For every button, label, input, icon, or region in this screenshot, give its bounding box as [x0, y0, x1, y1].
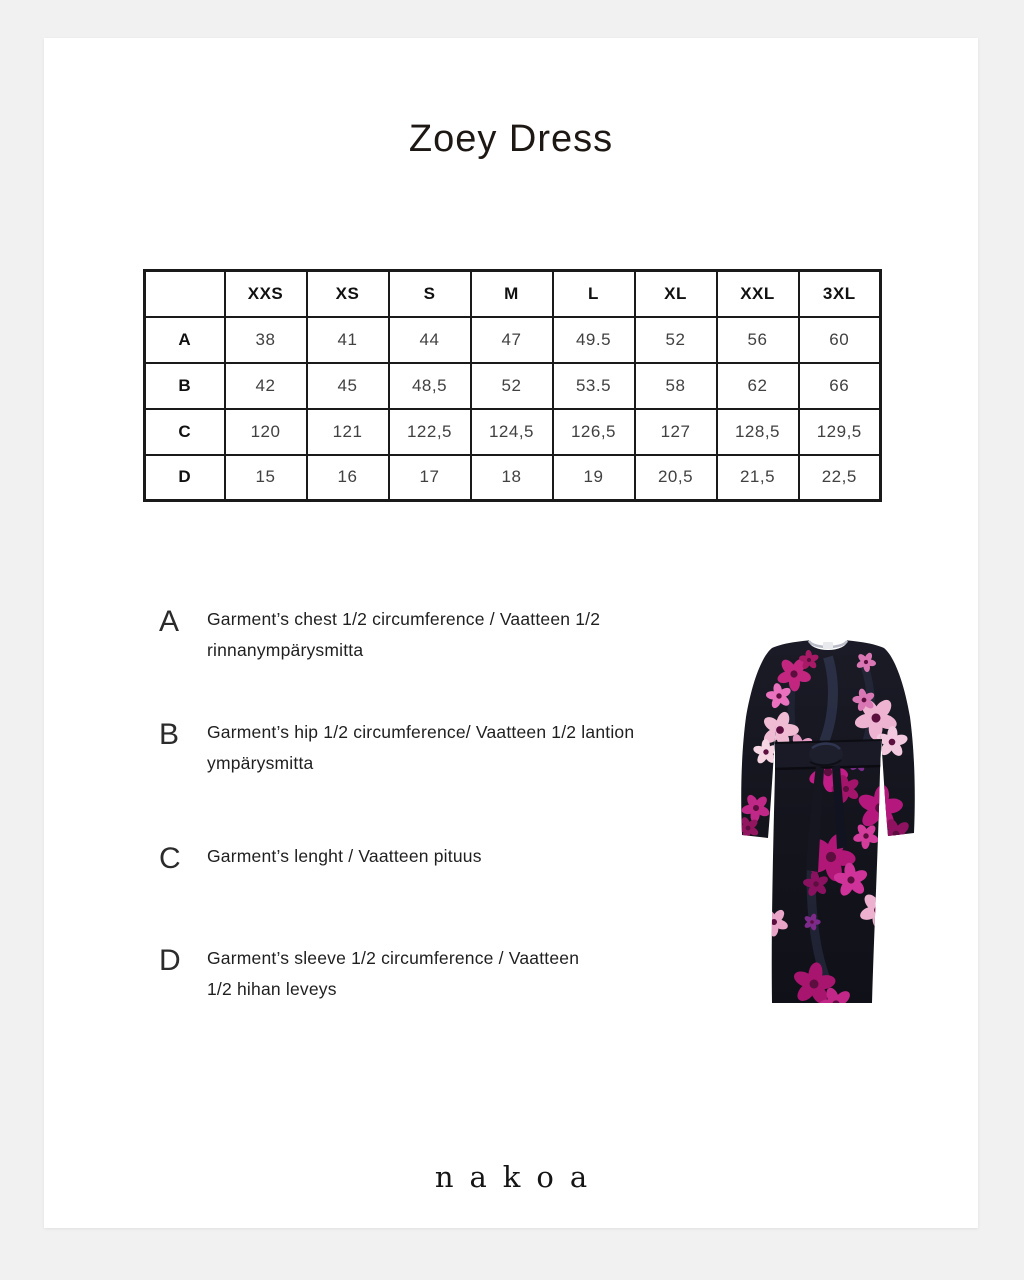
measurement-item-c — [159, 841, 482, 876]
measurement-line: Garment’s chest 1/2 circumference / Vaatteen 1/2 — [207, 609, 601, 629]
measurement-description — [207, 943, 579, 1005]
size-value-cell: 49.5 — [553, 317, 635, 363]
size-value-cell: 47 — [471, 317, 553, 363]
size-value-cell: 45 — [307, 363, 389, 409]
table-row-d — [145, 455, 881, 501]
measurement-line: Garment’s sleeve 1/2 circumference / Vaatteen — [207, 948, 580, 968]
size-value-cell: 60 — [799, 317, 881, 363]
measurement-letter: A — [159, 605, 180, 638]
page-title: Zoey Dress — [408, 118, 614, 160]
size-value-cell: 127 — [635, 409, 717, 455]
row-label: A — [145, 317, 225, 363]
size-value-cell: 56 — [717, 317, 799, 363]
measurement-line: 1/2 hihan leveys — [207, 979, 337, 999]
size-value-cell: 53.5 — [553, 363, 635, 409]
size-value-cell: 16 — [307, 455, 389, 501]
size-col-header-l: L — [553, 271, 635, 317]
size-value-cell: 22,5 — [799, 455, 881, 501]
size-value-cell: 17 — [389, 455, 471, 501]
size-col-header-xxs: XXS — [225, 271, 307, 317]
row-label: C — [145, 409, 225, 455]
measurement-letter: B — [159, 718, 180, 751]
size-col-header-xs: XS — [307, 271, 389, 317]
size-value-cell: 124,5 — [471, 409, 553, 455]
dress-photo — [716, 622, 946, 1022]
size-value-cell: 41 — [307, 317, 389, 363]
size-col-header-xl: XL — [635, 271, 717, 317]
size-value-cell: 52 — [471, 363, 553, 409]
measurement-line: Garment’s lenght / Vaatteen pituus — [207, 846, 482, 866]
size-col-header-3xl: 3XL — [799, 271, 881, 317]
measurement-description — [207, 604, 600, 666]
size-value-cell: 48,5 — [389, 363, 471, 409]
size-value-cell: 20,5 — [635, 455, 717, 501]
measurement-line: ympärysmitta — [207, 753, 314, 773]
row-label: D — [145, 455, 225, 501]
brand-logo: nakoa — [434, 1160, 604, 1194]
size-value-cell: 44 — [389, 317, 471, 363]
measurement-item-b — [159, 717, 634, 779]
size-guide-card — [44, 38, 978, 1228]
size-value-cell: 21,5 — [717, 455, 799, 501]
measurement-description — [207, 717, 634, 779]
row-label: B — [145, 363, 225, 409]
table-row-a — [145, 317, 881, 363]
size-value-cell: 126,5 — [553, 409, 635, 455]
table-row-b — [145, 363, 881, 409]
measurement-letter: C — [159, 842, 181, 875]
size-col-header-m: M — [471, 271, 553, 317]
measurement-line: rinnanympärysmitta — [207, 640, 364, 660]
size-value-cell: 122,5 — [389, 409, 471, 455]
measurement-item-d — [159, 943, 579, 1005]
size-col-header-s: S — [389, 271, 471, 317]
table-row-c — [145, 409, 881, 455]
measurement-letter: D — [159, 944, 181, 977]
size-value-cell: 120 — [225, 409, 307, 455]
size-value-cell: 121 — [307, 409, 389, 455]
size-value-cell: 19 — [553, 455, 635, 501]
size-table-header-row — [145, 271, 881, 317]
size-table — [143, 269, 882, 502]
size-value-cell: 62 — [717, 363, 799, 409]
size-value-cell: 42 — [225, 363, 307, 409]
size-col-header-blank — [145, 271, 225, 317]
measurement-item-a — [159, 604, 600, 666]
measurement-description — [207, 841, 482, 872]
measurement-line: Garment’s hip 1/2 circumference/ Vaatteen 1/2 lantion — [207, 722, 635, 742]
size-value-cell: 52 — [635, 317, 717, 363]
size-chart — [143, 269, 882, 502]
size-value-cell: 129,5 — [799, 409, 881, 455]
size-value-cell: 58 — [635, 363, 717, 409]
size-value-cell: 66 — [799, 363, 881, 409]
size-col-header-xxl: XXL — [717, 271, 799, 317]
size-value-cell: 18 — [471, 455, 553, 501]
size-value-cell: 128,5 — [717, 409, 799, 455]
size-value-cell: 38 — [225, 317, 307, 363]
size-value-cell: 15 — [225, 455, 307, 501]
